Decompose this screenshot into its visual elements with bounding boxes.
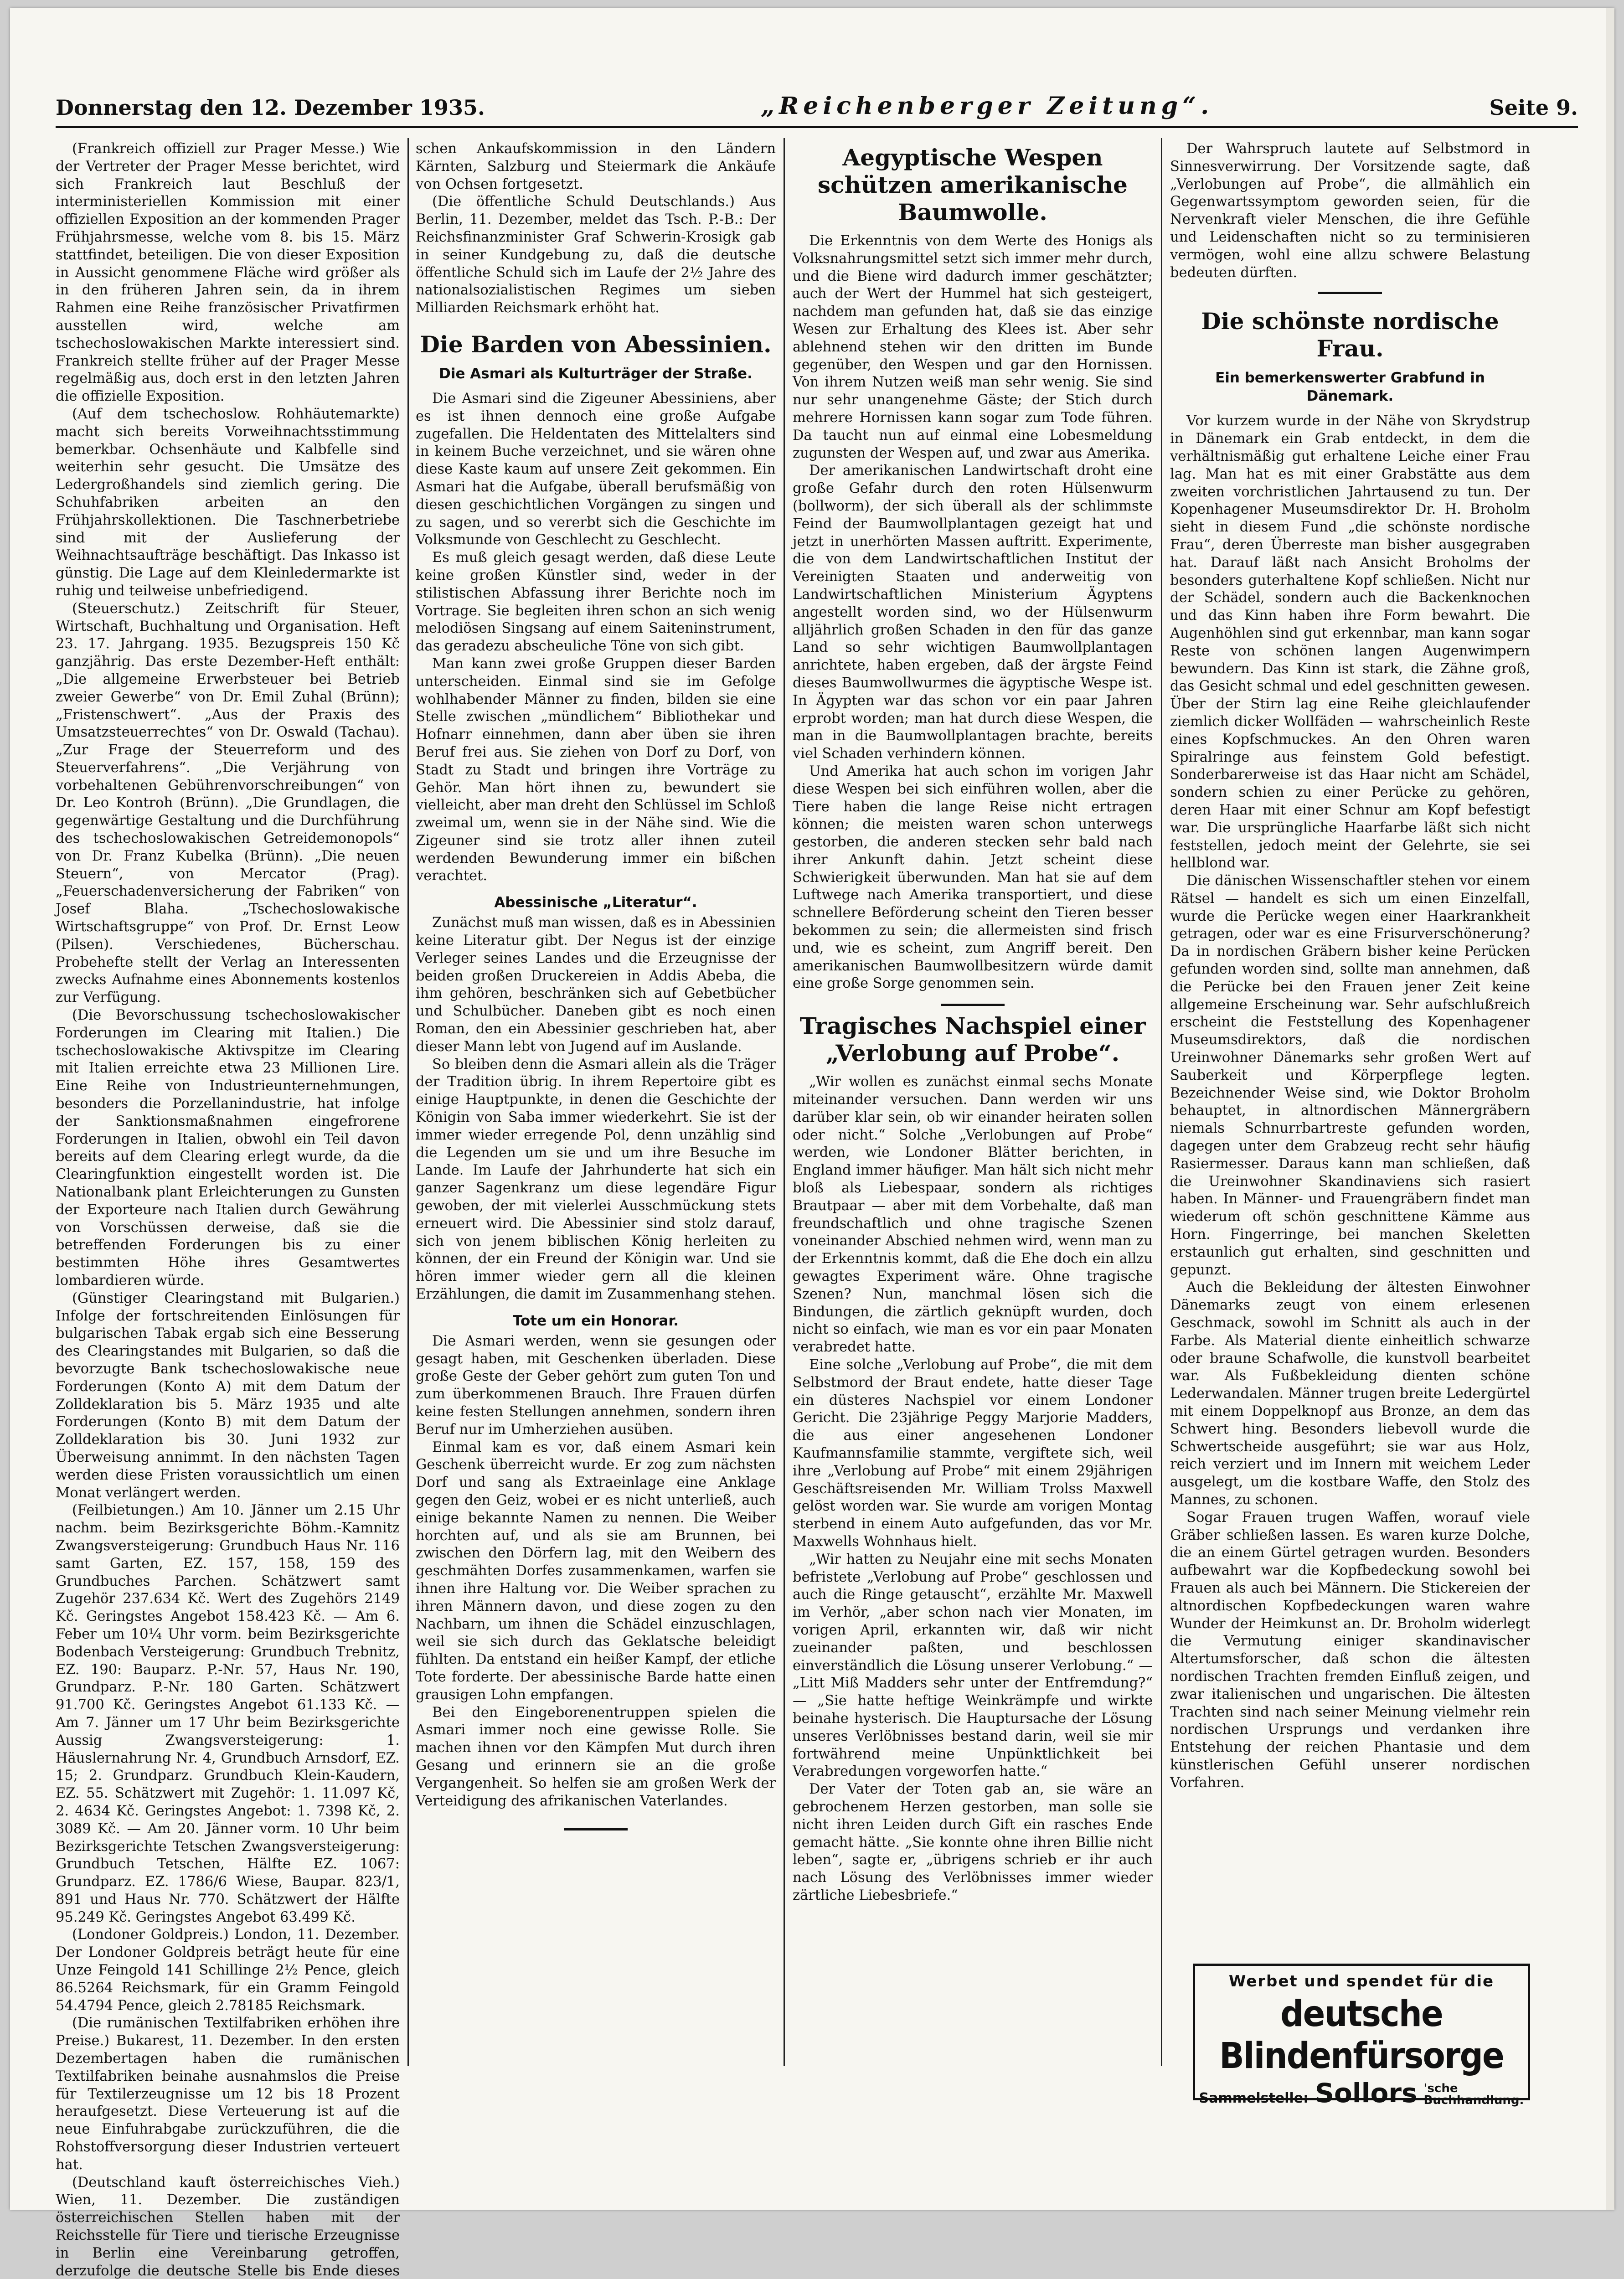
article-paragraph: Die Erkenntnis von dem Werte des Honigs als Volksnahrungsmittel setzt sich immer mehr durch, und die Biene wird dadurch immer geschätzter; auch der Wert der Hummel hat sich gesteigert, nachdem man gefunden hat, daß sie das einzige Wesen zur Erhaltung des Klees ist. Aber sehr ablehnend stehen wir den dritten im Bunde gegenüber, den Wespen und gar den Hornissen. Von ihrem Nutzen weiß man sehr wenig. Sie sind nur sehr unangenehme Gäste; der Stich durch mehrere Hornissen kann sogar zum Tode führen. Da taucht nun auf einmal eine Lobesmeldung zugunsten der Wespen auf, und zwar aus Amerika.: [793, 233, 1153, 461]
article-paragraph: Der Vater der Toten gab an, sie wäre an gebrochenem Herzen gestorben, man solle sie nicht ihren Leiden durch Gift ein rasches Ende gemacht hätte. „Sie konnte ohne ihren Billie nicht leben“, sagte er, „übrigens schrieb er ihr auch nach Lösung des Verlöbnisses immer wieder zärtliche Liebesbriefe.“: [793, 1781, 1153, 1903]
ad-title: deutsche Blindenfürsorge: [1219, 1994, 1504, 2077]
section-heading: Tote um ein Honorar.: [512, 1312, 679, 1329]
advertisement-box: [1193, 1964, 1530, 2109]
ad-collect-suffix-2: Buchhandlung.: [1423, 2093, 1524, 2107]
news-item: (Londoner Goldpreis.) London, 11. Dezember. Der Londoner Goldpreis beträgt heute für eine Unze Feingold 141 Schillinge 2½ Pence, gleich 86.5264 Reichsmark, für ein Gramm Feingold 54.4794 Pence, gleich 2.78185 Reichsmark.: [56, 1927, 400, 2014]
separator-rule: [941, 1004, 1005, 1006]
ad-collection-point: [1195, 2078, 1528, 2109]
column-3: [793, 140, 1153, 2068]
ad-tagline: Werbet und spendet für die: [1228, 1972, 1495, 1990]
article-paragraph: „Wir wollen es zunächst einmal sechs Monate miteinander versuchen. Dann werden wir uns darüber klar sein, ob wir einander heiraten sollen oder nicht.“ Solche „Verlobungen auf Probe“ werden, wie Londoner Blätter berichten, in England immer häufiger. Man hält sich nicht mehr bloß als Liebespaar, sondern als richtiges Brautpaar — aber mit dem Vorbehalte, daß man freundschaftlich und ohne tragische Szenen voneinander Abschied nehmen wird, wenn man zu der Erkenntnis kommt, daß die Ehe doch ein allzu gewagtes Experiment wäre. Ohne tragische Szenen? Nun, manchmal lösen sich die Bindungen, die zärtlich geknüpft wurden, doch nicht so einfach, wie man es vor ein paar Monaten verabredet hatte.: [793, 1074, 1153, 1356]
article-paragraph: So bleiben denn die Asmari allein als die Träger der Tradition übrig. In ihrem Repertoire gibt es einige Hauptpunkte, in denen die Geschichte der Königin von Saba immer wiederkehrt. Sie ist der immer wieder erregende Pol, denn unzählig sind die Legenden um sie und um ihre Besuche im Lande. Im Laufe der Jahrhunderte hat sich ein ganzer Sagenkranz um diese legendäre Figur gewoben, der mit vielerlei Ausschmückung stets erneuert wird. Die Abessinier sind stolz darauf, sich von jenem biblischen König herleiten zu können, der ein Freund der Königin war. Und sie hören immer wieder gern all die kleinen Erzählungen, die damit im Zusammenhang stehen.: [416, 1056, 776, 1303]
article-paragraph: Bei den Eingeborenentruppen spielen die Asmari immer noch eine gewisse Rolle. Sie machen ihnen vor den Kämpfen Mut durch ihren Gesang und erinnern sie an die große Vergangenheit. So helfen sie am großen Werk der Verteidigung des afrikanischen Vaterlandes.: [416, 1704, 776, 1809]
article-paragraph: Der amerikanischen Landwirtschaft droht eine große Gefahr durch den roten Hülsenwurm (bollworm), der sich überall als der schlimmste Feind der Baumwollplantagen gezeigt hat und jetzt in unerhörten Massen auftritt. Experimente, die von dem Landwirtschaftlichen Institut der Vereinigten Staaten und anderweitig von Landwirtschaftlichen Ministerium Ägyptens angestellt worden sind, wo der Hülsenwurm alljährlich großen Schaden in den für das ganze Land so sehr wichtigen Baumwollplantagen anrichtete, haben ergeben, daß der ärgste Feind dieses Baumwollwurmes die ägyptische Wespe ist. In Ägypten war das schon vor ein paar Jahren erprobt worden; man hat durch diese Wespen, die man in die Baumwollplantagen brachte, bereits viel Schaden verhindern können.: [793, 463, 1153, 762]
article-paragraph: Man kann zwei große Gruppen dieser Barden unterscheiden. Einmal sind sie im Gefolge wohlhabender Männer zu finden, bilden sie eine Stelle zwischen „mündlichem“ Bibliothekar und Hofnarr einnehmen, dann aber üben sie ihren Beruf frei aus. Sie ziehen von Dorf zu Dorf, von Stadt zu Stadt und bringen ihre Vorträge zu Gehör. Man hört ihnen zu, bewundert sie vielleicht, aber man dreht den Schlüssel im Schloß zweimal um, wenn sie in der Nähe sind. Wie die Zigeuner sind sie trotz aller ihnen zuteil werdenden Bewunderung immer ein bißchen verachtet.: [416, 655, 776, 884]
column-separator: [784, 138, 785, 2066]
news-item: (Die öffentliche Schuld Deutschlands.) Aus Berlin, 11. Dezember, meldet das Tsch. P.-B.: Der Reichsfinanzminister Graf Schwerin-Krosigk gab in seiner Kundgebung zu, daß die deutsche öffentliche Schuld sich im Laufe der 2½ Jahre des nationalsozialistischen Regimes um sieben Milliarden Reichsmark erhöht hat.: [416, 194, 776, 316]
news-item: (Die rumänischen Textilfabriken erhöhen ihre Preise.) Bukarest, 11. Dezember. In den ersten Dezembertagen haben die rumänischen Textilfabriken beinahe ausnahmslos die Preise für Textilerzeugnisse um 12 bis 18 Prozent heraufgesetzt. Diese Verteuerung ist auf die neue Einfuhrabgabe zurückzuführen, die die Rohstoffversorgung dieser Industrien verteuert hat.: [56, 2015, 400, 2173]
page-number: Seite 9.: [1489, 95, 1578, 120]
article-paragraph: Es muß gleich gesagt werden, daß diese Leute keine großen Künstler sind, weder in der stilistischen Abfassung ihrer Berichte noch im Vortrage. Sie begleiten ihren schon an sich wenig melodiösen Singsang auf einem Saiteninstrument, das geradezu abscheuliche Töne von sich gibt.: [416, 550, 776, 655]
page-edge: [1606, 8, 1614, 2210]
column-separator: [1161, 138, 1162, 2066]
article-headline: Aegyptische Wespen schützen amerikanische Baumwolle.: [818, 144, 1128, 226]
ad-collect-label: Sammelstelle:: [1199, 2090, 1309, 2106]
news-item: (Frankreich offiziell zur Prager Messe.) Wie der Vertreter der Prager Messe berichtet, wird sich Frankreich laut Beschluß der interministeriellen Kommission mit einer offiziellen Exposition an der kommenden Prager Frühjahrsmesse, welche vom 8. bis 15. März stattfindet, beteiligen. Die von dieser Exposition in Aussicht genommene Fläche wird größer als in den früheren Jahren sein, da in ihrem Rahmen eine Reihe französischer Privatfirmen ausstellen wird, welche am tschechoslowakischen Markte interessiert sind. Frankreich stellte früher auf der Prager Messe regelmäßig aus, doch erst in den letzten Jahren die offizielle Exposition.: [56, 141, 400, 405]
column-4: [1170, 140, 1530, 1945]
page-header: [56, 88, 1578, 120]
article-paragraph: Auch die Bekleidung der ältesten Einwohner Dänemarks zeugt von einem erlesenen Geschmack, sowohl im Schnitt als auch in der Farbe. Als Material diente einheitlich schwarze oder braune Schafwolle, die kunstvoll bearbeitet war. Als Fußbekleidung dienten schöne Lederwandalen. Männer trugen breite Ledergürtel mit einem Doppelknopf aus Bronze, an dem das Schwert hing. Besonders liebevoll wurde die Schwertscheide ausgeführt; sie war aus Holz, reich verziert und im Innern mit weichem Leder ausgelegt, um die kostbare Waffe, den Stolz des Mannes, zu schonen.: [1170, 1279, 1530, 1508]
ad-collect-name: Sollors: [1315, 2078, 1418, 2109]
header-rule: [56, 126, 1578, 128]
issue-date: Donnerstag den 12. Dezember 1935.: [56, 95, 485, 120]
article-paragraph: Vor kurzem wurde in der Nähe von Skrydstrup in Dänemark ein Grab entdeckt, in dem die verhältnismäßig gut erhaltene Leiche einer Frau lag. Man hat es mit einer Grabstätte aus dem zweiten vorchristlichen Jahrtausend zu tun. Der Kopenhagener Museumsdirektor Dr. H. Broholm sieht in diesem Fund „die schönste nordische Frau“, deren Überreste man bisher ausgegraben hat. Darauf läßt nach Ansicht Broholms der besonders guterhaltene Kopf schließen. Nicht nur der Schädel, sondern auch die Backenknochen und das Kinn haben ihre Form bewahrt. Die Augenhöhlen sind gut erkennbar, man kann sogar Reste von schönen langen Augenwimpern bewundern. Das Kinn ist stark, die Zähne groß, das Gesicht schmal und edel geschnitten gewesen. Über der Stirn lag eine Reihe gleichlaufender ziemlich dicker Wollfäden — wahrscheinlich Reste eines Kopfschmuckes. An den Ohren waren Spiralringe aus feinstem Gold befestigt. Sonderbarerweise ist das Haar nicht am Schädel, sondern schien zu einer Perücke zu gehören, deren Haar mit einer Schnur am Kopf befestigt war. Die ursprüngliche Haarfarbe läßt sich nicht feststellen, jedoch meint der Gelehrte, sie sei hellblond war.: [1170, 413, 1530, 871]
news-item: (Die Bevorschussung tschechoslowakischer Forderungen im Clearing mit Italien.) Die tschechoslowakische Aktivspitze im Clearing mit Italien erreichte etwa 23 Millionen Lire. Eine Reihe von Industrieunternehmungen, besonders die Porzellanindustrie, hat infolge der Sanktionsmaßnahmen eingefrorene Forderungen in Italien, obwohl ein Teil davon bereits auf dem Clearing erlegt wurde, da die Clearingfunktion eingestellt worden ist. Die Nationalbank plant Erleichterungen zu Gunsten der Exporteure nach Italien durch Gewährung von Vorschüssen derweise, daß sie die betreffenden Forderungen bis zu einer bestimmten Höhe ihres Gesamtwertes lombardieren würde.: [56, 1007, 400, 1289]
news-item: (Deutschland kauft österreichisches Vieh.) Wien, 11. Dezember. Die zuständigen österreichischen Stellen haben mit der Reichsstelle für Tiere und tierische Erzeugnisse in Berlin eine Vereinbarung getroffen, derzufolge die deutsche Stelle bis Ende dieses: [56, 2174, 400, 2279]
article-paragraph: Sogar Frauen trugen Waffen, worauf viele Gräber schließen lassen. Es waren kurze Dolche, die an einem Gürtel getragen wurden. Besonders aufbewahrt war die Kopfbedeckung sowohl bei Frauen als auch bei Männern. Die Stickereien der altnordischen Kopfbedeckungen waren wahre Wunder der Heimkunst an. Dr. Broholm widerlegt die Vermutung einiger skandinavischer Altertumsforscher, daß schon die ältesten nordischen Trachten fremden Einfluß zeigen, und zwar italienischen und ungarischen. Die ältesten Trachten sind nach seiner Meinung vielmehr rein nordischen Ursprungs und verdanken ihre Entstehung der reichen Phantasie und dem künstlerischen Gefühl unserer nordischen Vorfahren.: [1170, 1509, 1530, 1791]
section-heading: Abessinische „Literatur“.: [494, 894, 697, 911]
article-paragraph: Die Asmari sind die Zigeuner Abessiniens, aber es ist ihnen dennoch eine große Aufgabe zugefallen. Die Heldentaten des Mittelalters sind in keinem Buche verzeichnet, und sie wären ohne diese Kaste kaum auf unsere Zeit gekommen. Ein Asmari hat die Aufgabe, überall berufsmäßig von diesen geschichtlichen Vorgängen zu singen und zu sagen, und so vererbt sich die Geschichte im Volksmunde von Geschlecht zu Geschlecht.: [416, 390, 776, 548]
news-item: (Feilbietungen.) Am 10. Jänner um 2.15 Uhr nachm. beim Bezirksgerichte Böhm.-Kamnitz Zwangsversteigerung: Grundbuch Haus Nr. 116 samt Garten, EZ. 157, 158, 159 des Grundbuches Parchen. Schätzwert samt Zugehör 237.634 Kč. Wert des Zugehörs 2149 Kč. Geringstes Angebot 158.423 Kč. — Am 6. Feber um 10¼ Uhr vorm. beim Bezirksgerichte Bodenbach Versteigerung: Grundbuch Trebnitz, EZ. 190: Bauparz. P.-Nr. 57, Haus Nr. 190, Grundparz. P.-Nr. 180 Garten. Schätzwert 91.700 Kč. Geringstes Angebot 61.133 Kč. — Am 7. Jänner um 17 Uhr beim Bezirksgerichte Aussig Zwangsversteigerung: 1. Häuslernahrung Nr. 4, Grundbuch Arnsdorf, EZ. 15; 2. Grundparz. Grundbuch Klein-Kaudern, EZ. 55. Schätzwert mit Zugehör: 1. 11.097 Kč, 2. 4634 Kč. Geringstes Angebot: 1. 7398 Kč, 2. 3089 Kč. — Am 20. Jänner vorm. 10 Uhr beim Bezirksgerichte Tetschen Zwangsversteigerung: Grundbuch Tetschen, Hälfte EZ. 1067: Grundparz. EZ. 1786/6 Wiese, Baupar. 823/1, 891 und Haus Nr. 770. Schätzwert der Hälfte 95.249 Kč. Geringstes Angebot 63.499 Kč.: [56, 1502, 400, 1925]
news-item: (Steuerschutz.) Zeitschrift für Steuer, Wirtschaft, Buchhaltung und Organisation. Heft 23. 17. Jahrgang. 1935. Bezugspreis 150 Kč ganzjährig. Das erste Dezember-Heft enthält: „Die allgemeine Erwerbsteuer bei Betrieb zweier Gewerbe“ von Dr. Emil Zuhal (Brünn); „Fristenschwert“. „Aus der Praxis des Umsatzsteuerrechtes“ von Dr. Oswald (Tachau). „Zur Frage der Steuerreform und des Steuerverfahrens“. „Die Verjährung von vorbehaltenen Gebührenvorschreibungen“ von Dr. Leo Kontroh (Brünn). „Die Grundlagen, die gegenwärtige Gestaltung und die Durchführung des tschechoslowakischen Getreidemonopols“ von Dr. Franz Kubelka (Brünn). „Die neuen Steuern“, von Mercator (Prag). „Feuerschadenversicherung der Fabriken“ von Josef Blaha. „Tschechoslowakische Wirtschaftsgruppe“ von Prof. Dr. Ernst Leow (Pilsen). Verschiedenes, Bücherschau. Probehefte stellt der Verlag an Interessenten zwecks Aufnahme eines Abonnements kostenlos zur Verfügung.: [56, 600, 400, 1006]
article-headline: Die Barden von Abessinien.: [420, 330, 772, 358]
article-headline: Tragisches Nachspiel einer „Verlobung auf Probe“.: [799, 1012, 1146, 1067]
article-paragraph: Einmal kam es vor, daß einem Asmari kein Geschenk überreicht wurde. Er zog zum nächsten Dorf und sang als Extraeinlage eine Anklage gegen den Geiz, wobei er es nicht unterließ, auch einige bekannte Namen zu nennen. Die Weiber horchten auf, und als sie am Brunnen, bei zwischen den Dörfern lag, mit den Weibern des geschmähten Dorfes zusammenkamen, warfen sie ihnen ihre Haltung vor. Die Weiber sprachen zu ihren Männern davon, und diese zogen zu den Nachbarn, um ihnen die Schädel einzuschlagen, weil sie sich durch das Geklatsche beleidigt fühlten. Da entstand ein heißer Kampf, der etliche Tote forderte. Der abessinische Barde hatte einen grausigen Lohn empfangen.: [416, 1439, 776, 1703]
news-item: (Auf dem tschechoslow. Rohhäutemarkte) macht sich bereits Vorweihnachtsstimmung bemerkbar. Ochsenhäute und Kalbfelle sind weiterhin sehr gesucht. Die Umsätze des Ledergroßhandels sind ziemlich gering. Die Schuhfabriken arbeiten an den Frühjahrskollektionen. Die Taschnerbetriebe sind mit der Auslieferung der Weihnachtsaufträge beschäftigt. Das Inkasso ist günstig. Die Lage auf dem Kleinledermarkte ist ruhig und teilweise unbefriedigend.: [56, 406, 400, 599]
article-subheadline: Die Asmari als Kulturträger der Straße.: [439, 365, 753, 382]
masthead: „Reichenberger Zeitung“.: [761, 92, 1214, 120]
column-separator: [407, 138, 409, 2066]
news-item: schen Ankaufskommission in den Ländern Kärnten, Salzburg und Steiermark die Ankäufe von Ochsen fortgesetzt.: [416, 141, 776, 192]
ad-collect-suffix-1: 'sche: [1423, 2082, 1458, 2095]
newspaper-page: [10, 8, 1614, 2279]
article-paragraph: Die dänischen Wissenschaftler stehen vor einem Rätsel — handelt es sich um einen Einzelfall, wurde die Perücke wegen einer Haarkrankheit getragen, oder war es eine Frisurverschönerung? Da in nordischen Gräbern bisher keine Perücken gefunden worden sind, sollte man annehmen, daß die Perücke bei den Frauen jener Zeit keine allgemeine Erscheinung war. Sehr aufschlußreich erscheint die Feststellung des Kopenhagener Museumsdirektors, daß die nordischen Ureinwohner Dänemarks sehr großen Wert auf Sauberkeit und Körperpflege legten. Bezeichnender Weise sind, wie Doktor Broholm behauptet, in altnordischen Männergräbern niemals Schnurrbartreste gefunden worden, dagegen unter dem Grabzeug recht sehr häufig Rasiermesser. Daraus kann man schließen, daß die Ureinwohner Skandinaviens sich rasiert haben. In Männer- und Frauengräbern findet man wiederum oft schön geschnittene Kämme aus Horn. Fingerringe, bei manchen Skeletten erstaunlich gut erhalten, sind geschnitten und gepunzt.: [1170, 873, 1530, 1278]
article-paragraph: Der Wahrspruch lautete auf Selbstmord in Sinnesverwirrung. Der Vorsitzende sagte, daß „Verlobungen auf Probe“, die allmählich ein Gegenwartssymptom geworden seien, für die Nervenkraft vieler Menschen, die ihre Gefühle und Leidenschaften nicht so zu terminisieren vermögen, wohl eine allzu schwere Belastung bedeuten dürften.: [1170, 141, 1530, 281]
article-paragraph: Zunächst muß man wissen, daß es in Abessinien keine Literatur gibt. Der Negus ist der einzige Verleger seines Landes und die Erzeugnisse der beiden großen Druckereien in Addis Abeba, die ihm gehören, beschränken sich auf Gebetbücher und Schulbücher. Daneben gibt es noch einen Roman, den ein Abessinier geschrieben hat, aber dieser Mann lebt von Jugend auf im Auslande.: [416, 915, 776, 1055]
column-1: [56, 140, 400, 2279]
separator-rule: [1318, 292, 1382, 294]
article-paragraph: „Wir hatten zu Neujahr eine mit sechs Monaten befristete „Verlobung auf Probe“ geschlossen und auch die Ringe getauscht“, erzählte Mr. Maxwell im Verhör, „aber schon nach vier Monaten, im vorigen April, erkannten wir, daß wir nicht zueinander paßten, und beschlossen einverständlich die Lösung unserer Verlobung.“ — „Litt Miß Madders sehr unter der Entfremdung?“ — „Sie hatte heftige Weinkrämpfe und wirkte beinahe hysterisch. Die Hauptursache der Lösung unseres Verlöbnisses bestand darin, weil sie mir fortwährend meine Unpünktlichkeit bei Verabredungen vorgeworfen hatte.“: [793, 1551, 1153, 1780]
article-paragraph: Und Amerika hat auch schon im vorigen Jahr diese Wespen bei sich einführen wollen, aber die Tiere haben die lange Reise nicht ertragen können; die meisten waren schon unterwegs gestorben, die anderen stecken sehr bald nach ihrer Ankunft dahin. Jetzt scheint diese Schwierigkeit überwunden. Man hat sie auf dem Luftwege nach Amerika transportiert, und diese schnellere Beförderung scheint den Tieren besser bekommen zu sein; die allermeisten sind frisch und, wie es scheint, zum Angriff bereit. Den amerikanischen Baumwollbesitzern würde damit eine große Sorge genommen sein.: [793, 763, 1153, 992]
article-subheadline: Ein bemerkenswerter Grabfund in Dänemark.: [1215, 370, 1485, 405]
news-item: (Günstiger Clearingstand mit Bulgarien.) Infolge der fortschreitenden Einlösungen für bulgarischen Tabak ergab sich eine Besserung des Clearingstandes mit Bulgarien, so daß die bevorzugte Bank tschechoslowakische neue Forderungen (Konto A) mit dem Datum der Zolldeklaration bis 5. März 1935 und alte Forderungen (Konto B) mit dem Datum der Zolldeklaration bis 30. Juni 1932 zur Überweisung annimmt. In den nächsten Tagen werden diese Fristen voraussichtlich um einen Monat verlängert werden.: [56, 1290, 400, 1501]
column-2: [416, 140, 776, 2068]
article-headline: Die schönste nordische Frau.: [1201, 308, 1499, 362]
ad-collect-suffix: [1423, 2083, 1524, 2106]
end-rule: [564, 1828, 628, 1830]
article-paragraph: Die Asmari werden, wenn sie gesungen oder gesagt haben, mit Geschenken überladen. Diese große Geste der Geber gehört zum guten Ton und zum überkommenen Brauch. Ihre Frauen dürfen keine festen Stellungen annehmen, sondern ihren Beruf nur im Umherziehen ausüben.: [416, 1333, 776, 1438]
article-paragraph: Eine solche „Verlobung auf Probe“, die mit dem Selbstmord der Braut endete, hatte dieser Tage ein düsteres Nachspiel vor einem Londoner Gericht. Die 23jährige Peggy Marjorie Madders, die aus einer angesehenen Londoner Kaufmannsfamilie stammte, vergiftete sich, weil ihre „Verlobung auf Probe“ mit einem 29jährigen Geschäftsreisenden Mr. William Trolss Maxwell gelöst worden war. Sie wurde am vorigen Montag sterbend in einem Auto aufgefunden, das vor Mr. Maxwells Wohnhaus hielt.: [793, 1357, 1153, 1550]
